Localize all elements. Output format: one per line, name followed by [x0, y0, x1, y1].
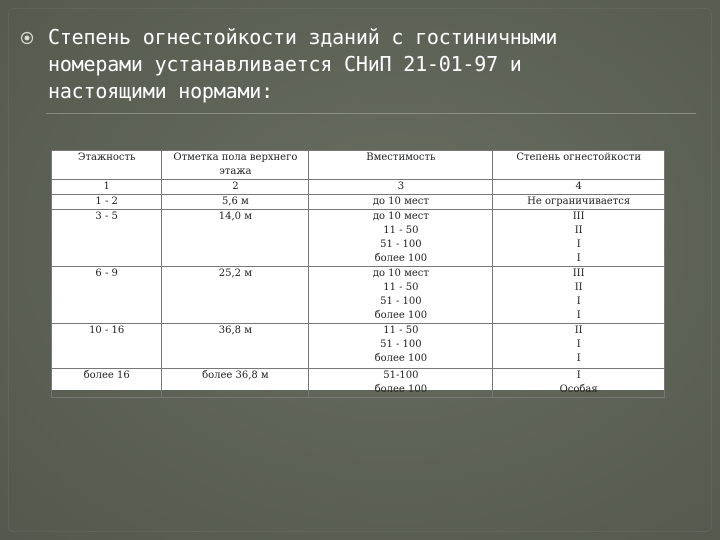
- degree-value: II: [574, 282, 583, 293]
- bullet-line: номерами устанавливается СНиП 21-01-97 и: [48, 52, 522, 76]
- table-row: [52, 324, 665, 369]
- capacity-value: более 100: [374, 353, 428, 364]
- degree-cell: [493, 195, 665, 210]
- mark-cell: 36,8 м: [162, 324, 309, 369]
- mark-cell: более 36,8 м: [162, 369, 309, 398]
- degree-value: III: [572, 268, 585, 279]
- capacity-value: более 100: [374, 310, 428, 321]
- header-cell: Отметка пола верхнего этажа: [162, 151, 309, 180]
- capacity-cell: [309, 267, 493, 324]
- floors-cell: 3 - 5: [52, 210, 162, 267]
- divider: [46, 113, 696, 114]
- floors-cell: 10 - 16: [52, 324, 162, 369]
- capacity-value: более 100: [374, 384, 428, 395]
- capacity-cell: [309, 324, 493, 369]
- degree-cell: [493, 324, 665, 369]
- col-number-cell: 3: [309, 180, 493, 195]
- capacity-value: 51 - 100: [380, 296, 422, 307]
- col-number-cell: 2: [162, 180, 309, 195]
- capacity-cell: [309, 369, 493, 398]
- table-row: [52, 369, 665, 398]
- degree-value: I: [576, 370, 581, 381]
- capacity-value: более 100: [374, 253, 428, 264]
- degree-cell: [493, 267, 665, 324]
- degree-value: I: [576, 239, 581, 250]
- capacity-value: 11 - 50: [383, 282, 419, 293]
- floors-cell: 6 - 9: [52, 267, 162, 324]
- degree-value: Не ограничивается: [527, 196, 631, 207]
- fire-resistance-table: [51, 150, 665, 395]
- table-row: [52, 195, 665, 210]
- degree-value: Особая: [559, 384, 598, 395]
- col-number-cell: 1: [52, 180, 162, 195]
- bullet-text: [48, 24, 557, 105]
- degree-value: I: [576, 339, 581, 350]
- header-cell: Степень огнестойкости: [493, 151, 665, 180]
- mark-cell: 25,2 м: [162, 267, 309, 324]
- degree-value: II: [574, 325, 583, 336]
- capacity-value: до 10 мест: [372, 196, 429, 207]
- capacity-value: 51-100: [383, 370, 419, 381]
- bullet-line: настоящими нормами:: [48, 79, 273, 103]
- degree-value: I: [576, 310, 581, 321]
- degree-value: III: [572, 211, 585, 222]
- capacity-value: 11 - 50: [383, 325, 419, 336]
- capacity-cell: [309, 210, 493, 267]
- capacity-value: 51 - 100: [380, 239, 422, 250]
- degree-cell: [493, 210, 665, 267]
- degree-value: II: [574, 225, 583, 236]
- table-row: [52, 267, 665, 324]
- capacity-value: до 10 мест: [372, 211, 429, 222]
- degree-cell: [493, 369, 665, 398]
- bullet-item: [20, 24, 680, 105]
- bullet-circle-icon: [20, 24, 48, 105]
- degree-value: I: [576, 296, 581, 307]
- col-number-cell: 4: [493, 180, 665, 195]
- table-row: [52, 210, 665, 267]
- capacity-value: 11 - 50: [383, 225, 419, 236]
- capacity-cell: [309, 195, 493, 210]
- mark-cell: 5,6 м: [162, 195, 309, 210]
- capacity-value: 51 - 100: [380, 339, 422, 350]
- degree-value: I: [576, 253, 581, 264]
- capacity-value: до 10 мест: [372, 268, 429, 279]
- table-number-row: [52, 180, 665, 195]
- bullet-line: Степень огнестойкости зданий с гостиничными: [48, 25, 558, 49]
- floors-cell: 1 - 2: [52, 195, 162, 210]
- floors-cell: более 16: [52, 369, 162, 398]
- header-cell: Этажность: [52, 151, 162, 180]
- table-header-row: [52, 151, 665, 180]
- mark-cell: 14,0 м: [162, 210, 309, 267]
- degree-value: I: [576, 353, 581, 364]
- header-cell: Вместимость: [309, 151, 493, 180]
